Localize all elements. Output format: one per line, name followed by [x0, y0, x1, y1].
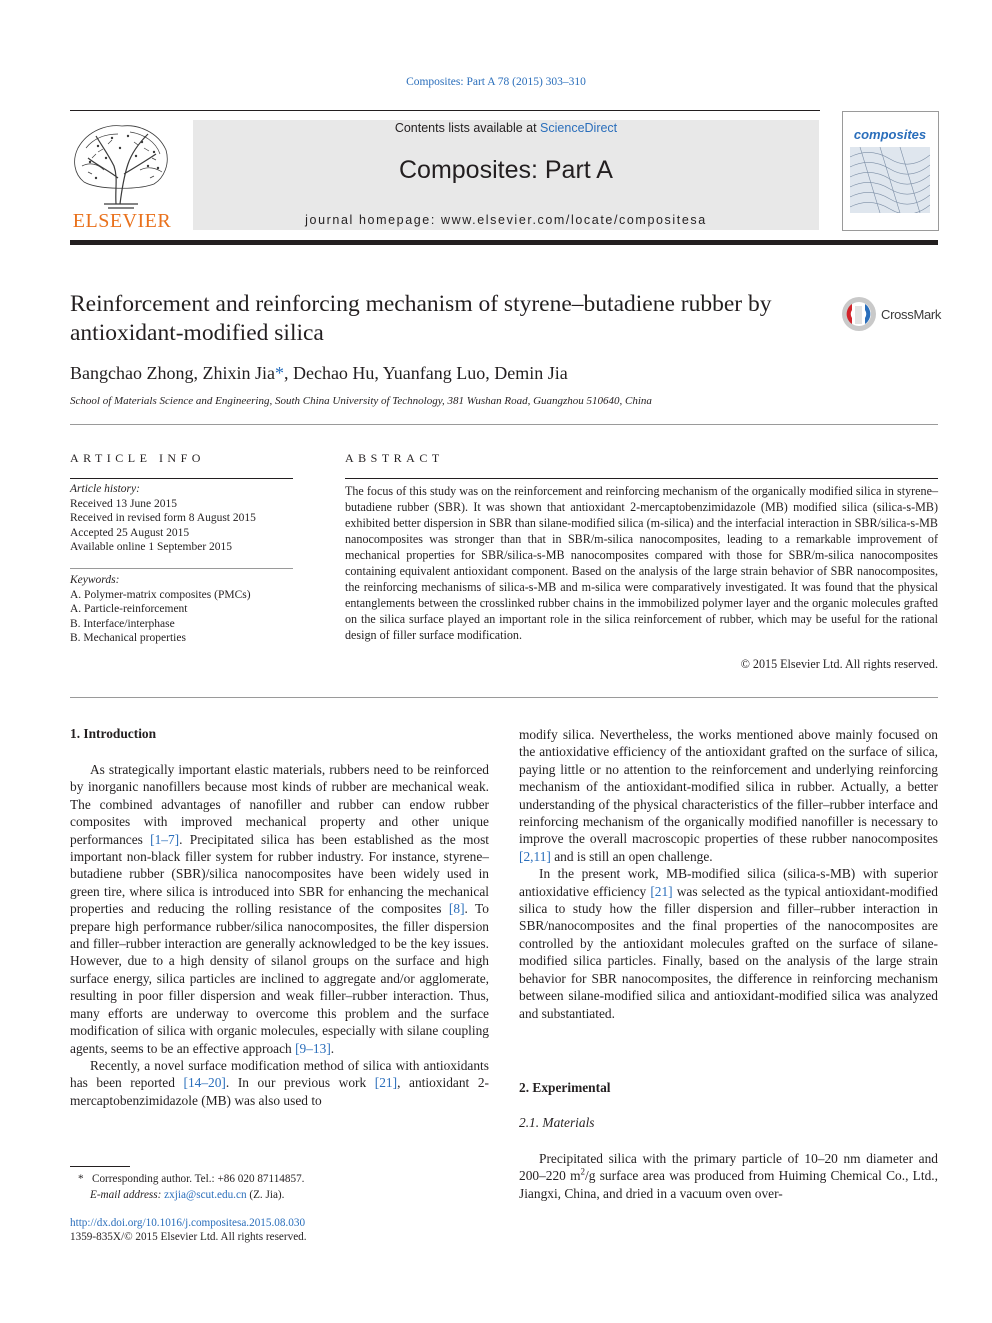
journal-citation[interactable]: Composites: Part A 78 (2015) 303–310	[406, 76, 586, 88]
header-rule-top	[70, 110, 820, 111]
article-info-heading: ARTICLE INFO	[70, 451, 205, 465]
keyword-item: A. Particle-reinforcement	[70, 603, 188, 615]
history-item: Received in revised form 8 August 2015	[70, 512, 256, 524]
corresponding-author-note	[78, 1171, 304, 1187]
email-label: E-mail address:	[90, 1189, 165, 1201]
affiliation-rule	[70, 424, 938, 425]
affiliation: School of Materials Science and Engineering, South China University of Technology, 381 Wushan Road, Guangzhou 510640, China	[70, 395, 652, 407]
reference-link[interactable]: [14–20]	[183, 1075, 226, 1091]
history-item: Received 13 June 2015	[70, 497, 177, 510]
issn-line: 1359-835X/© 2015 Elsevier Ltd. All rights reserved.	[70, 1231, 307, 1243]
abstract-rule	[345, 478, 938, 479]
history-item: Available online 1 September 2015	[70, 541, 233, 553]
reference-link[interactable]: [8]	[448, 901, 465, 917]
crossmark-label: CrossMark	[881, 307, 942, 322]
left-column	[70, 761, 489, 1109]
keyword-item: B. Mechanical properties	[70, 632, 186, 644]
text-run: As strategically important elastic materials, rubbers need to be reinforced by inorganic nanofillers because most kinds of rubber are mechanical weak. The combined advantages of nanofiller and rubber can endow rubber composites with improved mechanical property and other unique performances	[70, 762, 489, 847]
reference-link[interactable]: [1–7]	[150, 831, 180, 847]
authors-rest: , Dechao Hu, Yuanfang Luo, Demin Jia	[283, 363, 568, 383]
superscript: 2	[580, 1166, 586, 1177]
contents-line	[193, 121, 819, 135]
cover-image-icon	[850, 147, 930, 213]
reference-link[interactable]: [9–13]	[295, 1040, 331, 1056]
introduction-heading: 1. Introduction	[70, 726, 157, 741]
text-run: /g surface area was produced from Huiming Chemical Co., Ltd., Jiangxi, China, and dried in a vacuum oven over-	[519, 1168, 938, 1201]
right-column-bottom	[519, 1150, 938, 1202]
intro-paragraph-2	[70, 1057, 489, 1109]
keywords	[70, 573, 293, 646]
right-column-top	[519, 726, 938, 1022]
article-history	[70, 482, 293, 555]
email-suffix: (Z. Jia).	[246, 1189, 285, 1201]
journal-homepage[interactable]: journal homepage: www.elsevier.com/locate/compositesa	[305, 213, 707, 227]
header-rule-thick	[70, 240, 938, 245]
abstract-bottom-rule	[70, 697, 938, 698]
keyword-item: B. Interface/interphase	[70, 617, 175, 630]
keywords-label: Keywords:	[70, 574, 120, 586]
text-run: , antioxidant 2-mercaptobenzimidazole (MB) was also used to	[70, 1075, 489, 1108]
text-run: In the present work, MB-modified silica (silica-s-MB) with superior antioxidative efficiency	[519, 866, 938, 899]
footnote-text: Corresponding author. Tel.: +86 020 87114857.	[91, 1173, 305, 1185]
reference-link[interactable]: [2,11]	[519, 848, 551, 864]
materials-paragraph	[519, 1150, 938, 1202]
text-run: Recently, a novel surface modification method of silica with antioxidants has been reported	[70, 1057, 489, 1091]
text-run: Precipitated silica with the primary particle of 10–20 nm diameter and 200–220 m	[519, 1151, 938, 1184]
text-run: modify silica. Nevertheless, the works mentioned above mainly focused on the antioxidative efficiency of the antioxidant grafted on the surface of silica, paying little or no attention to the reinforcement and underlying reinforcing mechanism of the antioxidant-modified silica in rubber. Actually, a better understanding of the physical characteristics of the filler–rubber interface and reinforcing mechanism of the organically modified nanofiller is necessary to improve the overall macroscopic properties of these rubber nanocomposites	[519, 727, 938, 847]
footnote-mark: *	[78, 1173, 84, 1185]
corresponding-author-mark[interactable]: *	[274, 363, 284, 383]
text-run: was selected as the typical antioxidant-modified silica to study how the filler dispersion and filler–rubber interaction in SBR/nanocomposites and the final properties of the nanocomposites are controlled by the antioxidant molecules grafted on the surface of silane-modified silica particles. Finally, based on the analysis of the large strain behavior for SBR nanocomposites, the difference in reinforcing mechanism between silane-modified silica and antioxidant-modified silica was analyzed and substantiated.	[519, 883, 938, 1021]
crossmark-icon	[841, 296, 877, 332]
elsevier-wordmark: ELSEVIER	[72, 210, 172, 232]
cover-wordmark: composites	[853, 127, 927, 142]
history-label: Article history:	[70, 483, 140, 495]
footnote-rule	[70, 1166, 130, 1167]
article-info-rule	[70, 478, 293, 479]
email-note	[90, 1187, 284, 1203]
journal-title: Composites: Part A	[399, 156, 613, 184]
authors-first: Bangchao Zhong, Zhixin Jia	[70, 363, 275, 383]
author-list	[70, 363, 568, 384]
text-run: . Precipitated silica has been established as the most important non-black filler system for rubber industry. For instance, styrene–butadiene rubber (SBR)/silica nanocomposites have been widely used in green tire, where silica is introduced into SBR for enhancing the mechanical properties and reducing the rolling resistance of the composites	[70, 831, 489, 917]
abstract-text: The focus of this study was on the reinforcement and reinforcing mechanism of the organically modified silica in styrene–butadiene rubber (SBR). It was shown that antioxidant 2-mercaptobenzimidazole (MB) modified silica (silica-s-MB) exhibited better dispersion in SBR than silane-modified silica (m-silica) and the interfacial interaction in SBR/silica-s-MB nanocomposites was stronger than that in SBR/m-silica nanocomposites, leading to a remarkable improvement of mechanical properties for SBR/silica-s-MB nanocomposites compared with those for SBR/m-silica nanocomposites containing equivalent antioxidant component. Based on the analysis of the large strain behavior of SBR nanocomposites, the reinforcing mechanisms of silica-s-MB and m-silica were comparatively investigated. It was found that the physical entanglements between the crosslinked rubber chains in the immobilized polymer layer and the organic molecules grafted on the silica surface played an important role in the silica reinforcement of rubber, which may be useful for the rational design of filler surface modification.	[345, 484, 938, 642]
text-run: .	[330, 1040, 335, 1056]
text-run: and is still an open challenge.	[550, 848, 713, 864]
intro-paragraph-4	[519, 865, 938, 1022]
article-title: Reinforcement and reinforcing mechanism of styrene–butadiene rubber by antioxidant-modified silica	[70, 291, 772, 346]
abstract-copyright: © 2015 Elsevier Ltd. All rights reserved.	[740, 657, 938, 671]
reference-link[interactable]: [21]	[650, 883, 673, 899]
history-item: Accepted 25 August 2015	[70, 526, 190, 539]
intro-paragraph-1	[70, 761, 489, 1057]
materials-heading: 2.1. Materials	[519, 1115, 595, 1130]
email-link[interactable]: zxjia@scut.edu.cn	[164, 1189, 247, 1201]
doi-link[interactable]: http://dx.doi.org/10.1016/j.compositesa.2015.08.030	[70, 1217, 306, 1229]
text-run: . In our previous work	[225, 1075, 375, 1091]
crossmark-badge[interactable]	[841, 296, 942, 334]
sciencedirect-link[interactable]: ScienceDirect	[540, 121, 618, 135]
intro-paragraph-3	[519, 726, 938, 865]
reference-link[interactable]: [21]	[374, 1075, 398, 1091]
text-run: . To prepare high performance rubber/silica nanocomposites, the filler dispersion and filler–rubber interaction are generally acknowledged to be the key issues. However, due to a high density of silanol groups on the surface and high surface energy, silica particles are inclined to aggregate and/or agglomerate, resulting in poor filler dispersion and weak filler–rubber interaction. Thus, many efforts are underway to overcome this problem and the surface modification of silica with organic molecules, especially with silane coupling agents, seems to be an effective approach	[70, 901, 489, 1056]
experimental-heading: 2. Experimental	[519, 1080, 611, 1095]
contents-prefix: Contents lists available at	[394, 121, 541, 135]
abstract-heading: ABSTRACT	[345, 451, 444, 465]
keywords-rule	[70, 568, 293, 569]
keyword-item: A. Polymer-matrix composites (PMCs)	[70, 588, 251, 601]
